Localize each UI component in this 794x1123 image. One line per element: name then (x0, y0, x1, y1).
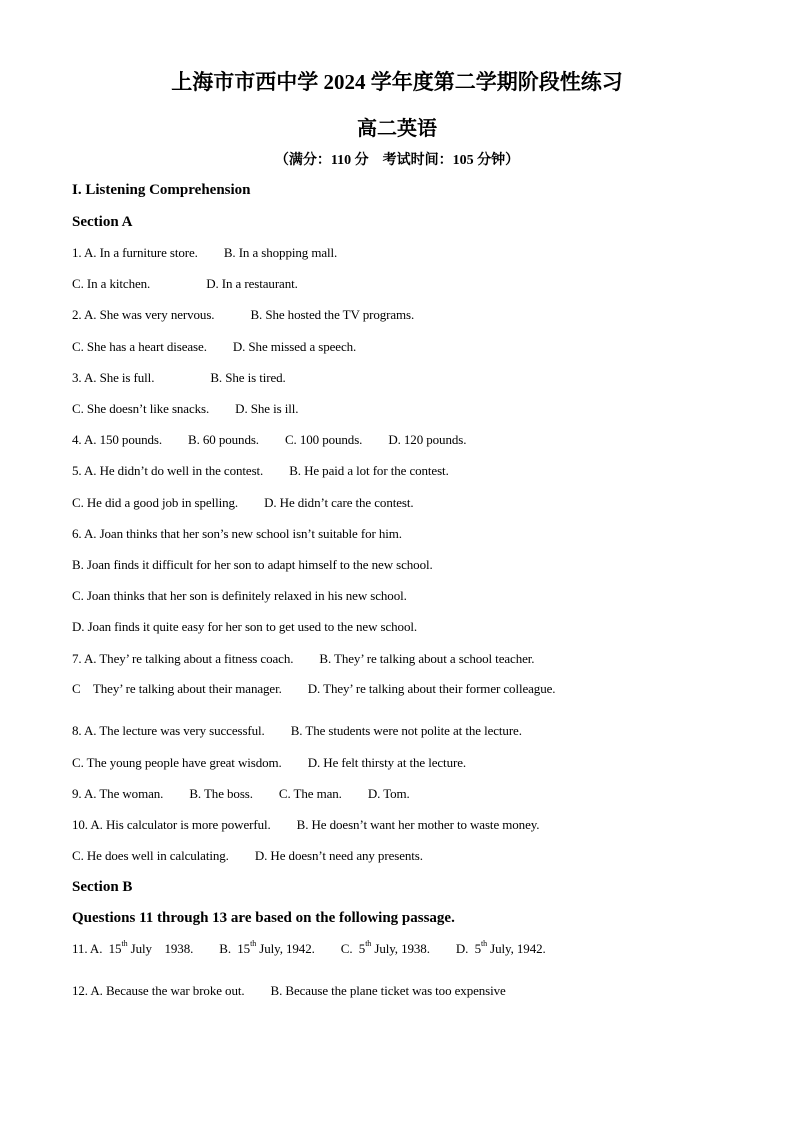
question-3-line-2 (72, 401, 298, 417)
q6-option-b: B. Joan finds it difficult for her son to adapt himself to the new school. (72, 557, 433, 572)
question-5-line-1 (72, 463, 449, 479)
q3-option-c: C. She doesn’t like snacks. (72, 401, 210, 416)
q6-option-d: D. Joan finds it quite easy for her son to get used to the new school. (72, 619, 418, 634)
q4-option-c: C. 100 pounds. (284, 432, 363, 447)
q3-option-b: B. She is tired. (210, 370, 286, 385)
q8-option-c: C. The young people have great wisdom. (72, 755, 282, 770)
q10-option-a: 10. A. His calculator is more powerful. (72, 817, 271, 832)
q3-option-a: 3. A. She is full. (72, 370, 155, 385)
question-1-line-1 (72, 245, 337, 261)
q9-option-d: D. Tom. (367, 786, 410, 801)
q10-option-d: D. He doesn’t need any presents. (254, 848, 423, 863)
q1-option-b: B. In a shopping mall. (223, 245, 338, 260)
question-2-line-1 (72, 307, 414, 323)
passage-instruction: Questions 11 through 13 are based on the following passage. (72, 910, 455, 926)
q11-option-c: C. 5th July, 1938. (340, 939, 430, 956)
q11-option-d: D. 5th July, 1942. (455, 939, 546, 956)
q10-option-c: C. He does well in calculating. (72, 848, 229, 863)
time-info: 考试时间：105 分钟） (382, 153, 520, 168)
question-7-line-2 (72, 681, 555, 697)
question-8-line-2 (72, 755, 466, 771)
q7-option-a: 7. A. They’ re talking about a fitness coach. (72, 651, 294, 666)
q4-option-b: B. 60 pounds. (188, 432, 259, 447)
question-5-line-2 (72, 495, 414, 511)
q4-option-a: 4. A. 150 pounds. (72, 432, 163, 447)
q8-option-b: B. The students were not polite at the lecture. (290, 723, 522, 738)
q6-option-a: 6. A. Joan thinks that her son’s new school isn’t suitable for him. (72, 526, 402, 541)
q1-option-a: 1. A. In a furniture store. (72, 245, 198, 260)
q2-option-a: 2. A. She was very nervous. (72, 307, 215, 322)
q11-option-b: B. 15th July, 1942. (219, 939, 315, 956)
section-a-heading: Section A (72, 214, 133, 230)
q8-option-d: D. He felt thirsty at the lecture. (307, 755, 467, 770)
q2-option-b: B. She hosted the TV programs. (250, 307, 415, 322)
question-2-line-2 (72, 339, 356, 355)
question-3-line-1 (72, 370, 286, 386)
score-info: （满分：110 分 (274, 153, 369, 168)
question-9-line (72, 786, 410, 802)
question-7-line-1 (72, 651, 534, 667)
q12-option-a: 12. A. Because the war broke out. (72, 983, 245, 998)
q7-option-b: B. They’ re talking about a school teacher. (319, 651, 535, 666)
q2-option-c: C. She has a heart disease. (72, 339, 207, 354)
q5-option-b: B. He paid a lot for the contest. (289, 463, 449, 478)
q8-option-a: 8. A. The lecture was very successful. (72, 723, 265, 738)
q6-option-c: C. Joan thinks that her son is definitely relaxed in his new school. (72, 588, 407, 603)
q7-option-c: C They’ re talking about their manager. (72, 681, 282, 696)
q1-option-d: D. In a restaurant. (206, 276, 298, 291)
question-10-line-1 (72, 817, 539, 833)
q9-option-a: 9. A. The woman. (72, 786, 164, 801)
q11-option-a: 11. A. 15th July 1938. (72, 939, 194, 956)
q3-option-d: D. She is ill. (235, 401, 299, 416)
q12-option-b: B. Because the plane ticket was too expensive (270, 983, 506, 998)
q10-option-b: B. He doesn’t want her mother to waste money. (296, 817, 540, 832)
q7-option-d: D. They’ re talking about their former colleague. (307, 681, 556, 696)
question-10-line-2 (72, 848, 423, 864)
exam-subtitle: 高二英语 (357, 118, 437, 140)
q9-option-b: B. The boss. (189, 786, 253, 801)
exam-title: 上海市市西中学 2024 学年度第二学期阶段性练习 (171, 70, 623, 94)
part-heading-listening: I. Listening Comprehension (72, 182, 251, 198)
question-12-line (72, 983, 506, 999)
question-1-line-2 (72, 276, 298, 292)
q5-option-d: D. He didn’t care the contest. (264, 495, 414, 510)
exam-info (0, 149, 794, 169)
q5-option-c: C. He did a good job in spelling. (72, 495, 239, 510)
question-8-line-1 (72, 723, 522, 739)
q1-option-c: C. In a kitchen. (72, 276, 151, 291)
question-11-line (72, 941, 546, 957)
question-4-line (72, 432, 466, 448)
q9-option-c: C. The man. (278, 786, 342, 801)
q5-option-a: 5. A. He didn’t do well in the contest. (72, 463, 264, 478)
q2-option-d: D. She missed a speech. (232, 339, 357, 354)
section-b-heading: Section B (72, 879, 133, 895)
q4-option-d: D. 120 pounds. (388, 432, 467, 447)
